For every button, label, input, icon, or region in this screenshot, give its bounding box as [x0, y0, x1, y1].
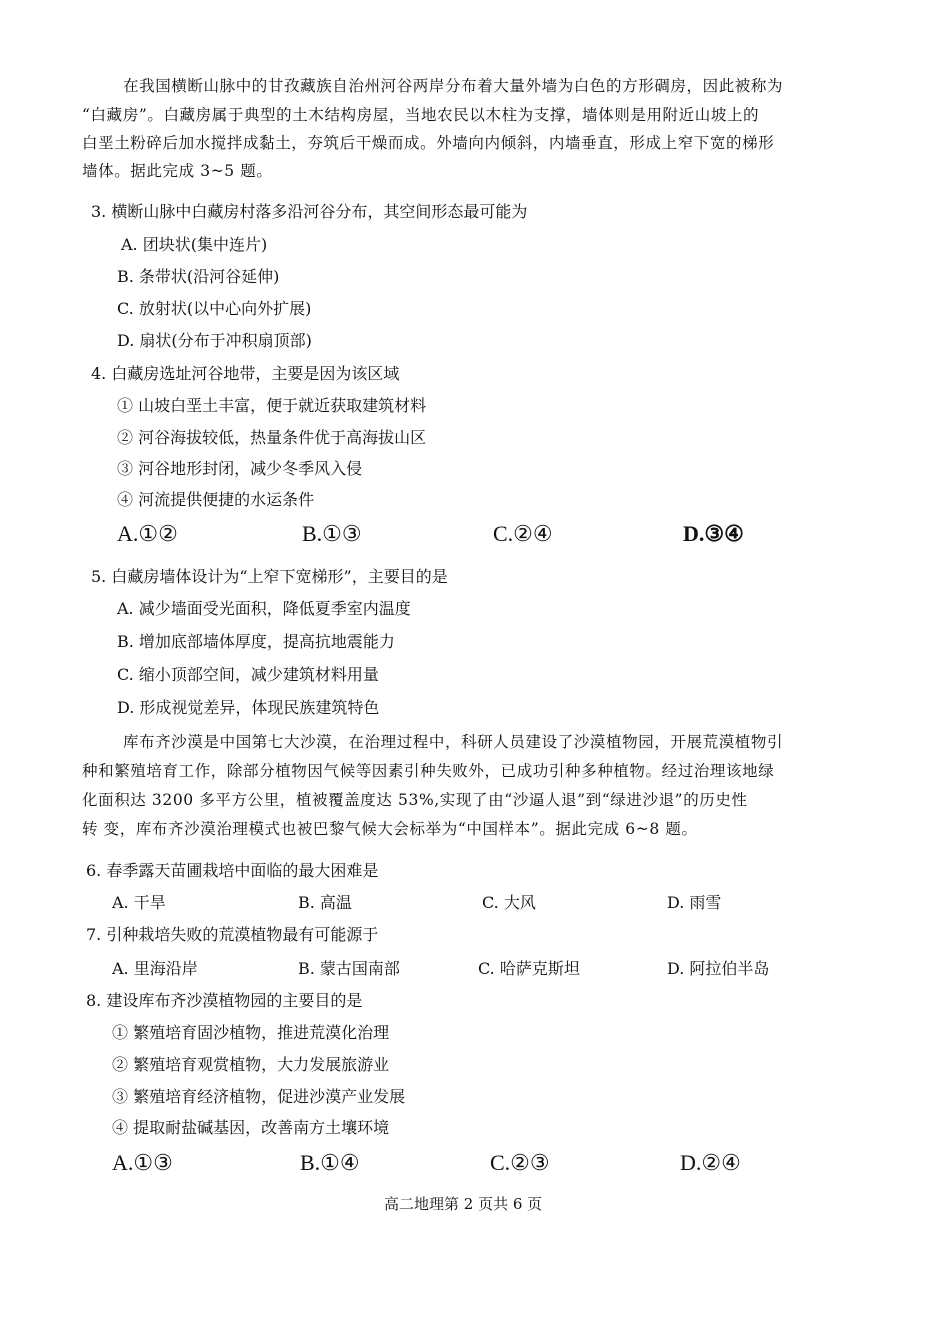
q4-choice-a: A.①② — [117, 521, 178, 546]
q8-stem: 8. 建设库布齐沙漠植物园的主要目的是 — [86, 991, 363, 1010]
passage2-line-3: 化面积达 3200 多平方公里，植被覆盖度达 53%,实现了由“沙逼人退”到“绿进沙退”的历史性 — [82, 791, 748, 809]
q4-item-2: ② 河谷海拔较低，热量条件优于高海拔山区 — [117, 428, 427, 447]
q7-option-c: C. 哈萨克斯坦 — [478, 959, 580, 978]
q6-option-c: C. 大风 — [482, 893, 536, 912]
passage1-line-1: 在我国横断山脉中的甘孜藏族自治州河谷两岸分布着大量外墙为白色的方形碉房，因此被称为 — [123, 77, 784, 95]
q3-option-a: A. 团块状(集中连片) — [121, 235, 268, 254]
q3-stem: 3. 横断山脉中白藏房村落多沿河谷分布，其空间形态最可能为 — [91, 202, 528, 221]
q4-item-1: ① 山坡白垩土丰富，便于就近获取建筑材料 — [117, 396, 427, 415]
q6-option-d: D. 雨雪 — [667, 893, 722, 912]
q8-item-3: ③ 繁殖培育经济植物，促进沙漠产业发展 — [112, 1087, 406, 1106]
q5-stem: 5. 白藏房墙体设计为“上窄下宽梯形”，主要目的是 — [91, 567, 448, 586]
q7-option-b: B. 蒙古国南部 — [298, 959, 400, 978]
q5-option-b: B. 增加底部墙体厚度，提高抗地震能力 — [117, 632, 395, 651]
q8-choice-b: B.①④ — [300, 1150, 360, 1175]
q3-option-d: D. 扇状(分布于冲积扇顶部) — [117, 331, 312, 350]
q6-stem: 6. 春季露天苗圃栽培中面临的最大困难是 — [86, 861, 379, 880]
passage1-line-3: 白垩土粉碎后加水搅拌成黏土，夯筑后干燥而成。外墙向内倾斜，内墙垂直，形成上窄下宽的梯形 — [82, 134, 775, 152]
q5-option-d: D. 形成视觉差异，体现民族建筑特色 — [117, 698, 380, 717]
q8-item-1: ① 繁殖培育固沙植物，推进荒漠化治理 — [112, 1023, 390, 1042]
q4-item-4: ④ 河流提供便捷的水运条件 — [117, 490, 315, 509]
passage2-line-1: 库布齐沙漠是中国第七大沙漠，在治理过程中，科研人员建设了沙漠植物园，开展荒漠植物引 — [123, 733, 784, 751]
q8-item-4: ④ 提取耐盐碱基因，改善南方土壤环境 — [112, 1118, 390, 1137]
q3-option-c: C. 放射状(以中心向外扩展) — [117, 299, 312, 318]
passage1-line-2: “白藏房”。白藏房属于典型的土木结构房屋，当地农民以木柱为支撑，墙体则是用附近山坡上的 — [82, 106, 760, 124]
q7-option-a: A. 里海沿岸 — [112, 959, 198, 978]
q7-stem: 7. 引种栽培失败的荒漠植物最有可能源于 — [86, 925, 379, 944]
passage1-line-4: 墙体。据此完成 3~5 题。 — [82, 162, 273, 180]
q8-item-2: ② 繁殖培育观赏植物，大力发展旅游业 — [112, 1055, 390, 1074]
q4-choice-d: D.③④ — [683, 521, 744, 546]
q4-choice-c: C.②④ — [493, 521, 553, 546]
q5-option-a: A. 减少墙面受光面积，降低夏季室内温度 — [117, 599, 411, 618]
q6-option-a: A. 干旱 — [112, 893, 166, 912]
page-footer: 高二地理第 2 页共 6 页 — [384, 1195, 543, 1213]
passage2-line-4: 转 变，库布齐沙漠治理模式也被巴黎气候大会标举为“中国样本”。据此完成 6~8 题。 — [82, 820, 698, 838]
q5-option-c: C. 缩小顶部空间，减少建筑材料用量 — [117, 665, 379, 684]
q7-option-d: D. 阿拉伯半岛 — [667, 959, 770, 978]
q4-choice-b: B.①③ — [302, 521, 362, 546]
q3-option-b: B. 条带状(沿河谷延伸) — [117, 267, 280, 286]
q6-option-b: B. 高温 — [298, 893, 352, 912]
q4-item-3: ③ 河谷地形封闭，减少冬季风入侵 — [117, 459, 363, 478]
passage2-line-2: 种和繁殖培育工作，除部分植物因气候等因素引种失败外，已成功引种多种植物。经过治理该地绿 — [82, 762, 775, 780]
q4-stem: 4. 白藏房选址河谷地带，主要是因为该区域 — [91, 364, 400, 383]
q8-choice-d: D.②④ — [680, 1150, 741, 1175]
q8-choice-a: A.①③ — [112, 1150, 173, 1175]
q8-choice-c: C.②③ — [490, 1150, 550, 1175]
